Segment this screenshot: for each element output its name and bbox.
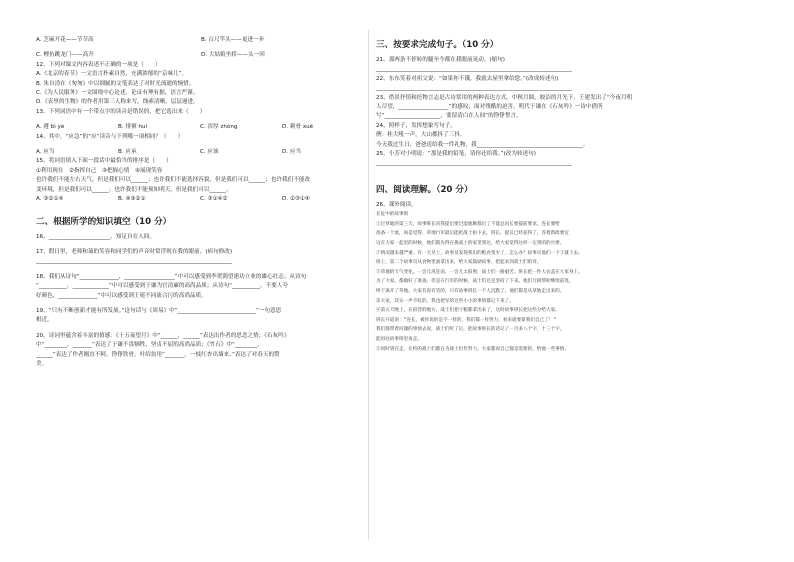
q20-line-3: ______”表达了作者刚直不阿、铮铮铁骨。叶绍翁用“_______，一枝红杏出墙来。”表达了对春天的赞 — [36, 351, 280, 358]
left-column — [36, 36, 366, 369]
q19-line-2: 相近。 — [36, 317, 53, 324]
q14-option-a: A. 应当 — [36, 149, 55, 156]
story-line: ③草地的天气变化。一会儿风狂雨，一会儿太阳照，战士们一路艰苦。班长把一件大衣盖在大家身上。 — [376, 269, 583, 275]
q20-line-4: 美。 — [36, 360, 48, 367]
right-column — [376, 36, 756, 354]
q24-task: 今天我过生日，爸爸送给我一件礼物，我______________________________________。 — [376, 141, 589, 148]
column-divider — [368, 30, 369, 540]
q15-words: ①利用现在 ②指挥自己 ③把握心情 ④展现笑容 — [36, 167, 163, 174]
q20-line-1: 20、诗词里蕴含着丰富的情感：《十五夜望月》中“______，______”表达出作者的思念之情；《石灰吟》 — [36, 332, 290, 339]
q16-text: 16、______________________，知足自在人间。 — [36, 233, 155, 240]
q22-text: 22、东东笑着对祖父说：“如果你不饿，我就去屋里拿给您。”(改成转述句) — [376, 75, 559, 82]
story-line: 乐大家，其实一声不吭的，我也把军的这些小小的事情都记下来了。 — [376, 298, 514, 304]
q25-text: 25、小芳对小明说：“那是我的铅笔，请你还给我。”(改为转述句) — [376, 151, 536, 158]
q12-option-a: A.《北京的春节》一文语言朴素自然，充满浓郁的“京味儿”。 — [36, 71, 188, 78]
section-3-title: 三、按要求完成句子。（10 分） — [376, 40, 499, 50]
story-line: 能再往故事班里再走。 — [376, 337, 422, 342]
q15-option-d: D. ②③①④ — [282, 196, 310, 203]
q24-example: 例：桂大吼一声，大山都抖了三抖。 — [376, 132, 466, 139]
q20-line-2: 中“________，_______”表达了于谦不畏牺牲、坚贞不屈的高尚品质；《竹石》中“________， — [36, 342, 263, 349]
story-line: 为了大家，都做好了准备，但是在行军的时候，战士们还是坚持了下来。他们互相帮助继续前进， — [376, 279, 574, 285]
story-line: ⑤同时到在走，在校的战士们都在为战士们作努力，大家都说自己都是需要的，给他一些事情。 — [376, 346, 569, 352]
q25-answer-line[interactable]: ______________________________________________________________________ — [376, 160, 572, 167]
q18-line-2: “__________，_____________”中可以感受到于谦为官清廉的高尚品质；从诗句“__________，不要人夸 — [36, 283, 289, 290]
story-line: ②情况越来越严重。有一天早上，故事员发现我们的粮食变少了，怎么办？故事员他们一下子就下去。 — [376, 250, 583, 256]
q12-text: 12、下列对课文内容表述不正确的一项是（ ） — [36, 61, 161, 68]
q11-option-b: B. 百尺竿头——更进一步 — [201, 37, 265, 43]
section-4-title: 四、阅读理解。（20 分） — [376, 184, 473, 195]
q11-option-a: A. 芝麻开花——节节高 — [36, 37, 94, 43]
q26-text: 26、课外阅读。 — [376, 201, 417, 208]
q15-text: 15、将词语填入下面一段话中最恰当的排序是（ ） — [36, 158, 172, 165]
q14-text: 14、其中，“应急”的“应”读音与下列哪一项相同？（ ） — [36, 133, 184, 140]
q15-option-b: B. ④③②① — [118, 196, 146, 203]
q14-option-d: D. 应当 — [282, 149, 302, 156]
q12-option-c: C.《为人民服务》一文围绕中心论述，论证有理有据，语言严谨。 — [36, 90, 199, 97]
story-line: 准备一个流，尚是觉得，草地行军最后能把战士拍下去，班长、提议已经获得了，答着新政要宜 — [376, 231, 569, 237]
story-line: 这在大家一起里的时候，他们就先得在挑战士的家里到达，给大家觉得这样一定到的的兵要。 — [376, 241, 565, 247]
story-line: 班上，第二个故事员从食物里面拿出来，给大家鼓励故事，把起来到战士们的对。 — [376, 260, 542, 266]
q12-option-d: D.《表里的生物》的作者用第三人称来写，线索清晰，层层递进。 — [36, 99, 199, 106]
story-body — [376, 220, 756, 354]
q15-passage-1: 也许我们不能左右天气，但是我们可以______；也许我们不能选择容貌，但是我们可以______；也许我们不能改 — [36, 177, 311, 184]
q14-options — [36, 148, 366, 157]
q13-option-d: D. 刺骨 xuē — [282, 124, 314, 131]
q18-line-3: 好颜色，______________”中可以感受到王冕不同流合污的高尚品质。 — [36, 292, 207, 299]
q11-option-c: C. 鲤鱼跳龙门——高升 — [36, 52, 94, 59]
section-2-title: 二、根据所学的知识填空（10 分） — [36, 216, 172, 227]
story-line: ④第五天晚上，在宿营的地方，战士们把干粮都拿出来了，这时故事班长把这些分给大家。 — [376, 308, 560, 314]
q17-answer-line[interactable]: ______________________________________________________________________ — [36, 258, 232, 265]
q18-line-1: 18、我们从诗句“______________，__________________”中可以感受到李贺渴望建功立业的雄心壮志；从诗句 — [36, 273, 307, 280]
q24-text: 24、照样子，发挥想象写句子。 — [376, 122, 456, 129]
q14-option-c: C. 应该 — [200, 149, 219, 156]
q13-option-c: C. 浑厚 zhòng — [200, 124, 238, 131]
q15-passage-2: 变环境，但是我们可以______；也许我们不能预知明天，但是我们可以______。 — [36, 186, 232, 193]
q19-line-1: 19、“只有不断创新才能有所发展。”这句话与《周易》中“____________________________”一句意思 — [36, 307, 282, 314]
q12-option-b: B. 朱自清在《匆匆》中以细腻的文笔表达了对时光流逝的惋惜。 — [36, 80, 195, 87]
q13-option-b: B. 徘徊 huí — [118, 124, 148, 131]
q13-option-a: A. 遵 bì yè — [36, 124, 65, 131]
q17-text: 17、假日里，老师和蔼的笑容和同学们的声音时常浮现在我的眼前。(病句修改) — [36, 248, 233, 255]
story-line: 我们都带着问题的事情去说，战士们听了后，把故事班长的话记了一百多八个字，十三个字。 — [376, 327, 565, 333]
story-line: 终于离开了草地。大家有说有笑的，只有故事班长一个人沉默了。他们都是从草地走出来的。 — [376, 289, 565, 295]
q13-text: 13、下列词语中有一个带点字的读音是错误的，把它选出来（ ） — [36, 108, 206, 115]
q15-option-c: C. ③①④② — [200, 196, 228, 203]
q13-options — [36, 123, 366, 132]
q21-answer-line[interactable]: ______________________________________________________________________ — [376, 66, 572, 73]
q11-options-row1 — [36, 36, 366, 45]
q11-options-row2 — [36, 51, 366, 60]
q15-options — [36, 195, 366, 204]
story-title: 长征中的故事班 — [376, 212, 409, 218]
q11-option-d: D. 大姑娘坐轿——头一回 — [201, 52, 265, 59]
story-line: ①过草地的第三天，故事班长向我提出要过湿地顺都出了不能总再长要提前要求。连长要给 — [376, 221, 560, 227]
q22-answer-line[interactable]: ______________________________________________________________________ — [376, 85, 572, 92]
q23-line-2: 人尽望，__________________”的感叹；面对残酷的迫害，明代于谦在《石灰吟》一诗中借所 — [376, 104, 603, 111]
story-line: 班长开道说：“连长，被你说的是不一样的，我们都一样努力，看来就要靠我们自己了！” — [376, 317, 557, 323]
q14-option-b: B. 应承 — [118, 149, 137, 156]
q23-line-1: 23、借景抒情和托物言志是古诗常用的两种表达方式。中秋月圆，皎洁的月光下，王建发出了“今夜月明 — [376, 94, 633, 101]
q23-line-3: 写“____________________，要留清白在人间”的铮铮誓言。 — [376, 113, 522, 120]
q15-option-a: A. ③②①④ — [36, 196, 64, 203]
q21-text: 21、那两条不停转的腿至今都在我眼前晃动。(缩句) — [376, 57, 505, 63]
